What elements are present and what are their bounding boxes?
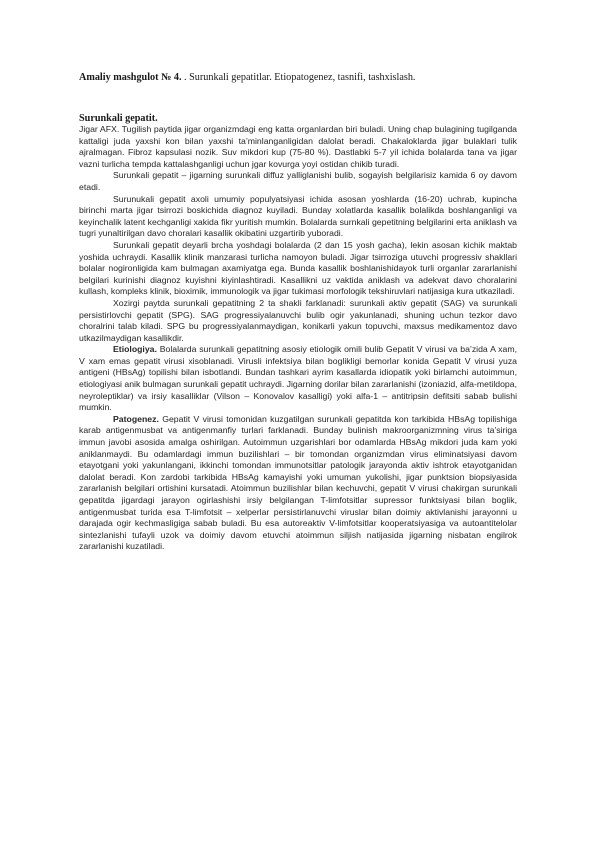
etiology-heading: Etiologiya. [113, 344, 157, 355]
title-lesson-number: Amaliy mashgulot № 4. [79, 72, 185, 83]
paragraph-definition: Surunkali gepatit – jigarning surunkali diffuz yalliglanishi bulib, sogayish belgilarisiz kamida 6 oy davom etadi. [79, 170, 517, 192]
paragraph-forms: Xozirgi paytda surunkali gepatitning 2 ta shakli farklanadi: surunkali aktiv gepatit (SAG) va surunkali persistirlovchi gepatit (SPG). SAG progressiyalanuvchi bulib ogir yakunlanadi, shuning uchun tezkor davo choralrini talab kiladi. SPG bu progressiyalanmaydigan, konikarli yakun topuvchi, maxsus medikamentoz davo utkazilmaydigan kasallikdir. [79, 297, 517, 343]
etiology-text: Bolalarda surunkali gepatitning asosiy etiologik omili bulib Gepatit V virusi va ba’zida A xam, V xam emas gepatit virusi xisoblanadi. Virusli infektsiya bilan boglikligi bemorlar konida Gepatit V virusi yuza antigeni (HBsAg) topilishi bilan isbotlandi. Bundan tashkari ayrim kasallarda idiopatik yoki birlamchi autoimmun, etiologiyasi anik bulmagan surunkali gepatit uchraydi. Jigarning dorilar bilan zararlanishi (izoniazid, alfa-metildopa, neyroleptiklar) va irsiy kasalliklar (Vilson – Konovalov kasalligi) yoki alfa-1 – antitripsin defitsiti sabab bulishi mumkin. [79, 344, 517, 413]
paragraph-etiology [79, 344, 517, 414]
page-title [79, 71, 539, 84]
section-heading: Surunkali gepatit. [79, 113, 158, 124]
paragraph-age-clinic: Surunkali gepatit deyarli brcha yoshdagi bolalarda (2 dan 15 yosh gacha), lekin asosan kichik maktab yoshida uchraydi. Kasallik klinik manzarasi turlicha namoyon buladi. Jigar tsirroziga utuvchi progressiv shakllari bolalar nogironligida kam bulmagan axamiyatga ega. Bunda kasallik boshlanishidayok turli organlar zararlanishi belgilari kurinishi diagnoz kuyishni kiyinlashtiradi. Kasallikni uz vaktida aniklash va adekvat davo choralarini kullash, kompleks klinik, bioximik, immunologik va jigar tukimasi morfologik tekshiruvlari natijasiga kura utkaziladi. [79, 239, 517, 297]
paragraph-epidemiology: Surunukali gepatit axoli umumiy populyatsiyasi ichida asosan yoshlarda (16-20) uchrab, kupincha birinchi marta jigar tsirrozi boskichida diagnoz kuyiladi. Bunday xolatlarda kasallik bolalikda boshlanganligi va keyinchalik latent kechganligi xakida fikr yuritish mumkin. Bolalarda surnkali gepetitning belgilarini erta aniklash va tugri yunaltirilgan davo choralari kasallik okibatini uzgartirib yuboradi. [79, 193, 517, 239]
title-topic: . Surunkali gepatitlar. Etiopatogenez, tasnifi, tashxislash. [184, 72, 416, 83]
paragraph-jigar-afx: Jigar AFX. Tugilish paytida jigar organizmdagi eng katta organlardan biri buladi. Uning chap bulagining tugilganda kattaligi juda yaxshi kon bilan yaxshi ta’minlanganligidan dalolat beradi. Chakaloklarda jigar bulaklari tulik ajralmagan. Fibroz kapsulasi nozik. Suv mikdori kup (75-80 %). Dastlabki 5-7 yil ichida bolalarda tana va jigar vazni turlicha tempda kattalashganligi uchun jgar kovurga yoyi ostidan chikib turadi. [79, 124, 517, 169]
body-text [79, 124, 517, 553]
pathogenesis-text: Gepatit V virusi tomonidan kuzgatilgan surunkali gepatitda kon tarkibida HBsAg topilishiga karab antigenmusbat va antigenmanfiy turlari farklanadi. Bunday bulinish makroorganizmning virus ta’siriga immun javobi asosida amalga oshirilgan. Autoimmun uzgarishlari bor odamlarda HBsAg mikdori juda kam yoki aniklanmaydi. Bu odamlardagi immun buzilishlari – bir tomondan organizmdan virus eliminatsiyasi davom etayotgani yoki yakunlangani, ikkinchi tomondan immunotsitlar patologik jarayonda aktiv ishtrok etayotganidan dalolat beradi. Kon zardobi tarkibida HBsAg kamayishi yoki umuman yukolishi, jigar punktsion biopsiyasida zararlanish belgilari ortishini kursatadi. Atoimmun buzilishlar bilan kechuvchi, gepatit V virusi chakirgan surunkali gepatitda jigardagi jarayon ogirlashishi irsiy belgilangan T-limfotsitlar supressor funktsiyasi bilan boglik, antigenmusbat turida esa T-limfotsit – xelperlar persistirlanuvchi viruslar bilan doimiy aktivlanishi jarayonni u darajada ogir kechmasligiga sabab buladi. Bu esa autoreaktiv V-limfotsitlar kooperatsiyasiga va autoantitelolar sintezlanishi tufayli uzok va doimiy davom etuvchi atoimmun siljish natijasida jigarning nisbatan engilrok zararlanishi kuzatiladi. [79, 413, 517, 552]
pathogenesis-heading: Patogenez. [113, 413, 159, 424]
paragraph-pathogenesis [79, 414, 517, 553]
